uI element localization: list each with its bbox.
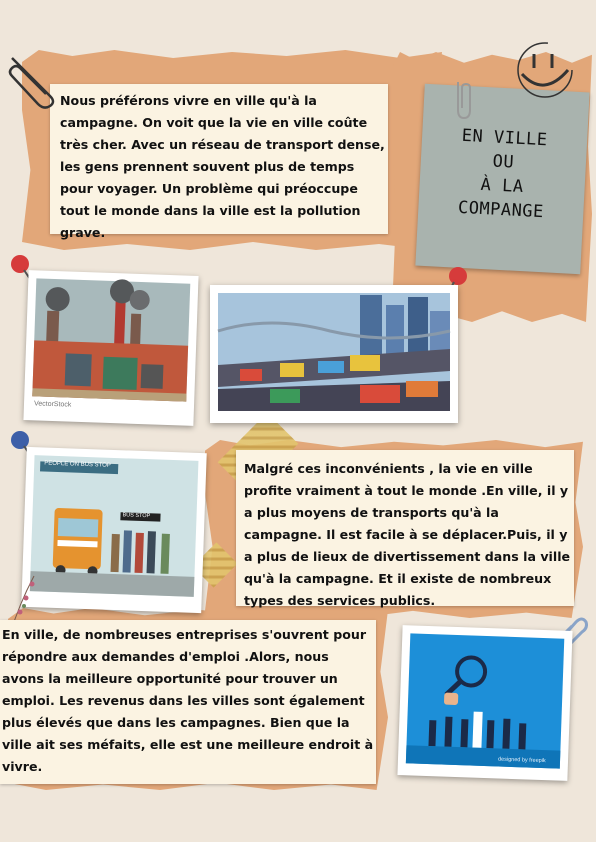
watermark: VectorStock (33, 400, 72, 409)
bus-stop-banner: PEOPLE ON BUS STOP (44, 460, 111, 469)
paragraph-3: En ville, de nombreuses entreprises s'ouvrent pour répondre aux demandes d'emploi .Alors, nous avons la meilleure opportunité pour trouver un emploi. Les revenus dans les villes sont également plus élevés que dans les campagnes. Bien que la ville ait ses méfaits, elle est une meilleure endroit à vivre. (2, 627, 374, 774)
title-card (415, 84, 589, 274)
bus-stop-illustration (21, 447, 206, 613)
paperclip-icon (4, 50, 64, 110)
title-line-3: À LA (480, 174, 525, 198)
paperclip-icon (450, 80, 476, 120)
title-line-2: OU (492, 151, 515, 173)
traffic-photo (210, 285, 458, 423)
bus-stop-photo (21, 447, 206, 613)
title-line-4: COMPANGE (457, 197, 545, 223)
job-search-illustration (397, 625, 572, 781)
smiley-icon (510, 40, 580, 100)
watermark: designed by freepik (497, 756, 546, 765)
pollution-photo (23, 270, 198, 426)
bus-stop-sign: BUS STOP (122, 512, 151, 520)
traffic-illustration (210, 285, 458, 423)
paragraph-1: Nous préférons vivre en ville qu'à la campagne. On voit que la vie en ville coûte très cher. Avec un réseau de transport dense, les gens prennent souvent plus de temps pour voyager. Un problème qui préoccupe tout le monde dans la ville est la pollution grave. (60, 93, 385, 240)
job-search-photo (397, 625, 572, 781)
title-line-1: EN VILLE (461, 125, 549, 151)
paragraph-2: Malgré ces inconvénients , la vie en ville profite vraiment à tout le monde .En ville, il y a plus moyens de transports qu'à la campagne. Il est facile à se déplacer.Puis, il y a plus de lieux de divertissement dans la ville qu'à la campagne. Et il existe de nombreux types des services publics. (244, 461, 571, 608)
